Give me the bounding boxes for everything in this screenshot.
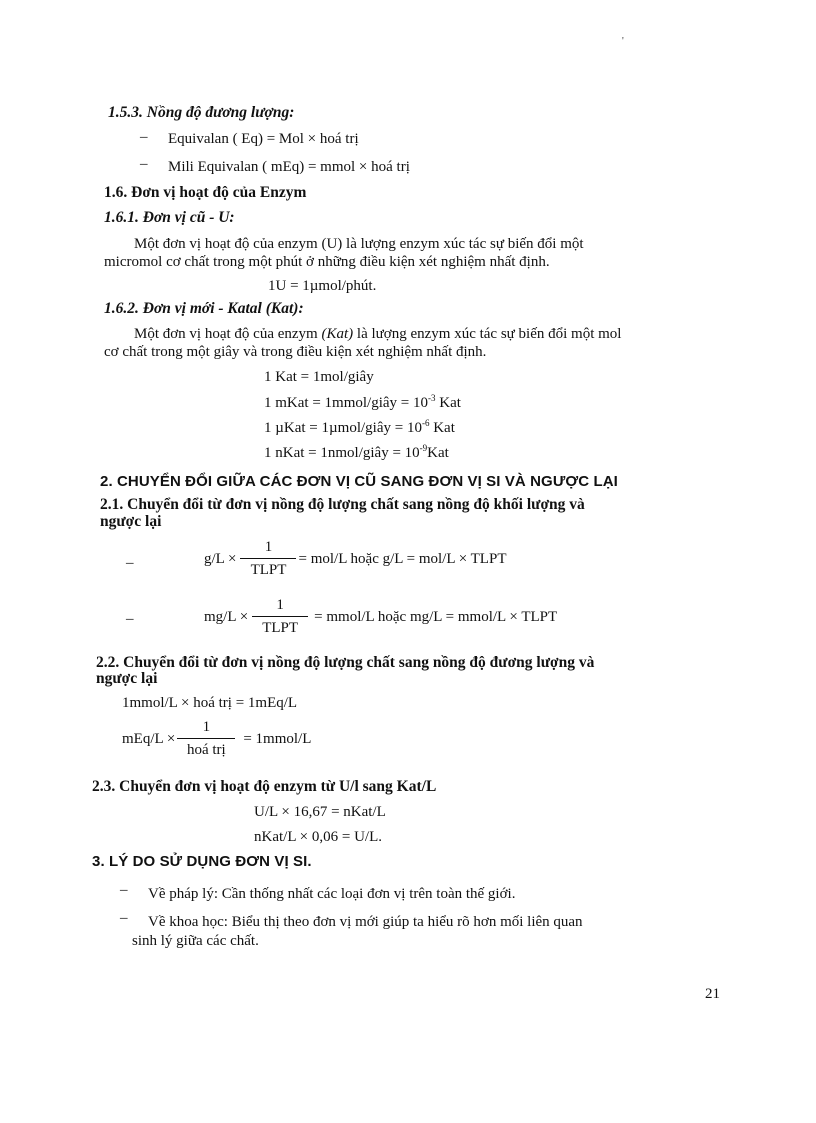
- formula-mkat-main: 1 mKat = 1mmol/giây = 10: [264, 395, 428, 411]
- paragraph-old-unit-line1: Một đơn vị hoạt độ của enzym (U) là lượng enzym xúc tác sự biến đổi một: [134, 236, 584, 252]
- heading-2-2-line2: ngược lại: [96, 670, 158, 687]
- mili-equivalan-definition: Mili Equivalan ( mEq) = mmol × hoá trị: [168, 159, 410, 175]
- stray-mark: ': [622, 36, 624, 47]
- bullet-dash: –: [126, 555, 134, 571]
- formula-mkat-exponent: -3: [428, 393, 436, 403]
- fraction-numerator: 1: [202, 719, 211, 735]
- reason-legal: Về pháp lý: Cần thống nhất các loại đơn vị trên toàn thế giới.: [148, 886, 516, 902]
- fraction-1-over-tlpt: [240, 539, 296, 579]
- heading-2-1-line2: ngược lại: [100, 513, 162, 530]
- katal-emphasis: (Kat): [321, 326, 354, 342]
- bullet-dash: –: [140, 156, 148, 172]
- heading-2-2-line1: 2.2. Chuyển đổi từ đơn vị nồng độ lượng chất sang nồng độ đương lượng và: [96, 654, 595, 671]
- bullet-dash: –: [126, 611, 134, 627]
- formula-nkat-main: 1 nKat = 1nmol/giây = 10: [264, 445, 420, 461]
- heading-2-3: 2.3. Chuyển đơn vị hoạt độ enzym từ U/l sang Kat/L: [92, 778, 437, 795]
- fraction-denominator: TLPT: [250, 562, 287, 578]
- bullet-dash: –: [140, 129, 148, 145]
- equation-g-per-l: [204, 539, 506, 579]
- formula-1u: 1U = 1µmol/phút.: [268, 278, 377, 294]
- formula-mkat: [264, 395, 461, 412]
- eq-meq-right: = 1mmol/L: [243, 730, 312, 747]
- formula-u-to-nkat: U/L × 16,67 = nKat/L: [254, 804, 386, 820]
- heading-1-6-2: 1.6.2. Đơn vị mới - Katal (Kat):: [104, 300, 304, 317]
- formula-ukat-unit: Kat: [429, 420, 455, 436]
- fraction-numerator: 1: [264, 539, 273, 555]
- eq-g-left: g/L ×: [204, 550, 237, 567]
- paragraph-old-unit-line2: micromol cơ chất trong một phút ở những điều kiện xét nghiệm nhất định.: [104, 254, 550, 270]
- eq-meq-left: mEq/L ×: [122, 730, 176, 747]
- formula-ukat: [264, 420, 455, 437]
- reason-scientific-line2: sinh lý giữa các chất.: [132, 933, 259, 949]
- equivalan-definition: Equivalan ( Eq) = Mol × hoá trị: [168, 131, 359, 147]
- fraction-numerator: 1: [276, 597, 284, 613]
- paragraph-katal-line2: cơ chất trong một giây và trong điều kiện xét nghiệm nhất định.: [104, 344, 487, 360]
- formula-nkat-to-u: nKat/L × 0,06 = U/L.: [254, 829, 383, 845]
- fraction-denominator: TLPT: [262, 620, 299, 636]
- reason-scientific-line1: Về khoa học: Biểu thị theo đơn vị mới giúp ta hiểu rõ hơn mối liên quan: [148, 914, 583, 930]
- paragraph-katal-line1: [134, 326, 621, 343]
- fraction-1-over-hoa-tri: [177, 719, 235, 759]
- page-number: 21: [705, 986, 720, 1002]
- katal-line1-b: là lượng enzym xúc tác sự biến đổi một mol: [353, 326, 622, 342]
- equation-mg-per-l: [204, 597, 557, 637]
- fraction-1-over-tlpt: [252, 597, 308, 637]
- equation-mmol-to-meq: 1mmol/L × hoá trị = 1mEq/L: [122, 695, 298, 711]
- heading-2: 2. CHUYỂN ĐỔI GIỮA CÁC ĐƠN VỊ CŨ SANG ĐƠN VỊ SI VÀ NGƯỢC LẠI: [100, 473, 618, 490]
- formula-ukat-exponent: -6: [421, 418, 430, 428]
- katal-line1-a: Một đơn vị hoạt độ của enzym: [134, 326, 322, 342]
- eq-mg-left: mg/L ×: [204, 608, 249, 625]
- formula-kat: 1 Kat = 1mol/giây: [264, 369, 374, 385]
- eq-g-right: = mol/L hoặc g/L = mol/L × TLPT: [298, 550, 507, 567]
- formula-mkat-unit: Kat: [435, 395, 461, 411]
- heading-1-6-1: 1.6.1. Đơn vị cũ - U:: [104, 209, 235, 226]
- bullet-dash: –: [120, 882, 128, 898]
- heading-1-6: 1.6. Đơn vị hoạt độ của Enzym: [104, 184, 307, 201]
- heading-1-5-3: 1.5.3. Nồng độ đương lượng:: [108, 104, 295, 121]
- eq-mg-right: = mmol/L hoặc mg/L = mmol/L × TLPT: [314, 608, 558, 625]
- formula-nkat-unit: Kat: [427, 445, 449, 461]
- formula-ukat-main: 1 µKat = 1µmol/giây = 10: [264, 420, 422, 436]
- equation-meq-to-mmol: [122, 719, 311, 759]
- bullet-dash: –: [120, 910, 128, 926]
- fraction-denominator: hoá trị: [186, 742, 226, 758]
- heading-3: 3. LÝ DO SỬ DỤNG ĐƠN VỊ SI.: [92, 853, 312, 870]
- formula-nkat-exponent: -9: [419, 443, 428, 453]
- formula-nkat: [264, 445, 449, 462]
- heading-2-1-line1: 2.1. Chuyển đổi từ đơn vị nồng độ lượng chất sang nồng độ khối lượng và: [100, 496, 585, 513]
